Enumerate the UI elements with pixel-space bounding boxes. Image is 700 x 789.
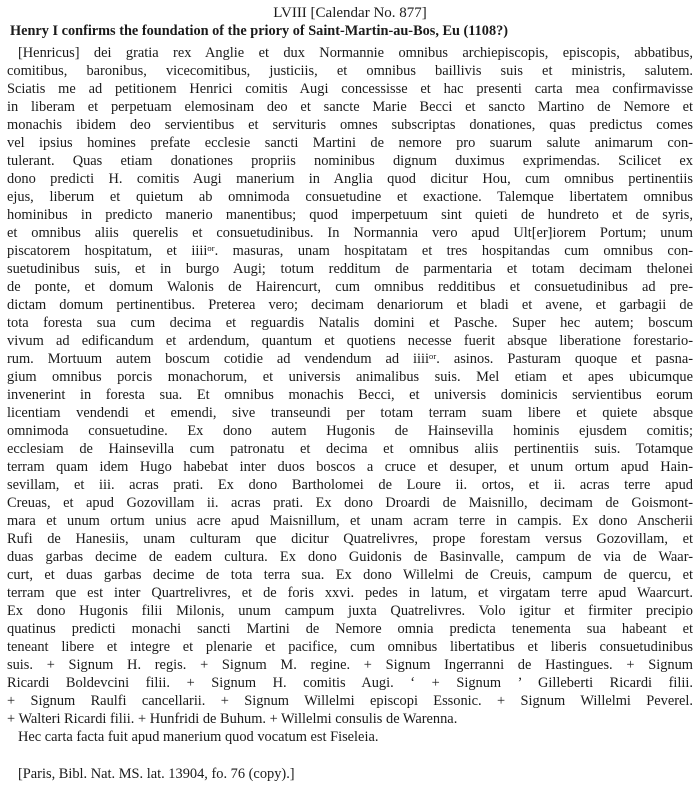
text-line: vel ipsius homines prefate ecclesie sancti Martini de nemore pro suarum salute animarum con- (7, 135, 693, 151)
text-line: hominibus in predicto manerio manentibus; quod imperpetuum sint quieti de hundreto et de syris, (7, 207, 693, 223)
text-line: in liberam et perpetuam elemosinam deo et sancte Marie Becci et sancto Martino de Nemore et (7, 99, 693, 115)
text-line: Sciatis me ad petitionem Henrici comitis Augi concessisse et hac presenti carta mea confirmavisse (7, 81, 693, 97)
text-line: omnimoda consuetudine. Ex dono autem Hugonis de Hainsevilla hominis ejusdem comitis; (7, 423, 693, 439)
text-line: dictam domum pertinentibus. Preterea vero; decimam denariorum et bladi et avene, et garbagii de (7, 297, 693, 313)
text-line: [Henricus] dei gratia rex Anglie et dux Normannie omnibus archiepiscopis, episcopis, abbatibus, (18, 45, 693, 61)
text-line: duas garbas decime de eadem cultura. Ex dono Guidonis de Basinvalle, campum de via de Waar- (7, 549, 693, 565)
text-line: tulerant. Quas etiam donationes propriis nominibus dignum duximus exprimendas. Scilicet ex (7, 153, 693, 169)
text-line: invenerint in foresta sua. Et omnibus monachis Becci, et universis dominicis servientibus eorum (7, 387, 693, 403)
source-citation: [Paris, Bibl. Nat. MS. lat. 13904, fo. 76 (copy).] (18, 766, 295, 782)
text-line: terram que est inter Quartrelivres, et de foris xxvi. pedes in latum, et virgatam terre apud Waarcurt. (7, 585, 693, 601)
text-line: Ricardi Boldevcini filii. + Signum H. comitis Augi. ‘ + Signum ’ Gilleberti Ricardi filii. (7, 675, 693, 691)
text-line: suis. + Signum H. regis. + Signum M. regine. + Signum Ingerranni de Hastingues. + Signum (7, 657, 693, 673)
text-line: terram quam idem Hugo habebat inter duos boscos a cruce et desuper, et unum ortum apud Hain- (7, 459, 693, 475)
text-line: dono predicti H. comitis Augi manerium in Anglia quod dicitur Hou, cum omnibus pertinentiis (7, 171, 693, 187)
text-line: Hec carta facta fuit apud manerium quod vocatum est Fiseleia. (18, 729, 379, 745)
text-line: gium omnibus porcis monachorum, et universis animalibus suis. Mel etiam et apes ubicumque (7, 369, 693, 385)
text-line: quatinus predicti monachi sancti Martini de Nemore omnia predicta tenementa sua habeant et (7, 621, 693, 637)
text-line: ecclesiam de Hainsevilla cum patronatu et decima et omnibus aliis pertinentiis suis. Totamque (7, 441, 693, 457)
text-line: vivum ad edificandum et ardendum, quantum et quotiens necesse fuerit absque liberatione forestario- (7, 333, 693, 349)
text-line: rum. Mortuum autem boscum cotidie ad vendendum ad iiiiᵒʳ. asinos. Pasturam quoque et pasna- (7, 351, 693, 367)
text-line: mara et unum ortum unius acre apud Maisnillum, et unam acram terre in campis. Ex dono Anscherii (7, 513, 693, 529)
text-line: monachis ibidem deo servientibus et servituris omnes subscriptas donationes, quas predictus comes (7, 117, 693, 133)
text-line: sevillam, et iii. acras prati. Ex dono Bartholomei de Loure ii. ortos, et ii. acras terre apud (7, 477, 693, 493)
text-line: Creuas, et apud Gozovillam ii. acras prati. Ex dono Droardi de Maisnillo, decimam de Goismont- (7, 495, 693, 511)
text-line: tota foresta sua cum decima et reguardis Natalis domini et Pasche. Super hec autem; boscum (7, 315, 693, 331)
text-line: suetudinibus suis, et in burgo Augi; totum redditum de parmentaria et totam decimam thelonei (7, 261, 693, 277)
text-line: de ponte, et domum Walonis de Hairencurt, cum omnibus redditibus et consuetudinibus ad pre- (7, 279, 693, 295)
document-header: LVIII [Calendar No. 877] (273, 5, 427, 21)
text-line: licentiam vendendi et emendi, sive transeundi per totam terram suam libere et quiete absque (7, 405, 693, 421)
text-line: Ex dono Hugonis filii Milonis, unum campum juxta Quatrelivres. Volo igitur et firmiter precipio (7, 603, 693, 619)
text-line: Rufi de Hanesiis, unam culturam que dicitur Quatrelivres, prope forestam versus Gozovillam, et (7, 531, 693, 547)
charter-title: Henry I confirms the foundation of the priory of Saint-Martin-au-Bos, Eu (1108?) (10, 23, 509, 39)
text-line: + Walteri Ricardi filii. + Hunfridi de Buhum. + Willelmi consulis de Warenna. (7, 711, 458, 727)
text-line: comitibus, baronibus, vicecomitibus, justiciis, et omnibus baillivis suis et ministris, salutem. (7, 63, 693, 79)
text-line: ejus, liberum et quietum ab omnimoda consuetudine et exactione. Talemque libertatem omnibus (7, 189, 693, 205)
text-line: et omnibus aliis querelis et consuetudinibus. In Normannia vero apud Ult[er]iorem Portum; unum (7, 225, 693, 241)
text-line: piscatorem hospitatum, et iiiiᵒʳ. masuras, unam hospitatam et tres hospitandas cum omnibus con- (7, 243, 693, 259)
text-line: + Signum Raulfi cancellarii. + Signum Willelmi episcopi Essonic. + Signum Willelmi Peverel. (7, 693, 693, 709)
text-line: teneant libere et integre et plenarie et pacifice, cum omnibus libertatibus et liberis consuetudinibus (7, 639, 693, 655)
text-line: curt, et duas garbas decime de tota terra sua. Ex dono Willelmi de Creuis, campum de quercu, et (7, 567, 693, 583)
